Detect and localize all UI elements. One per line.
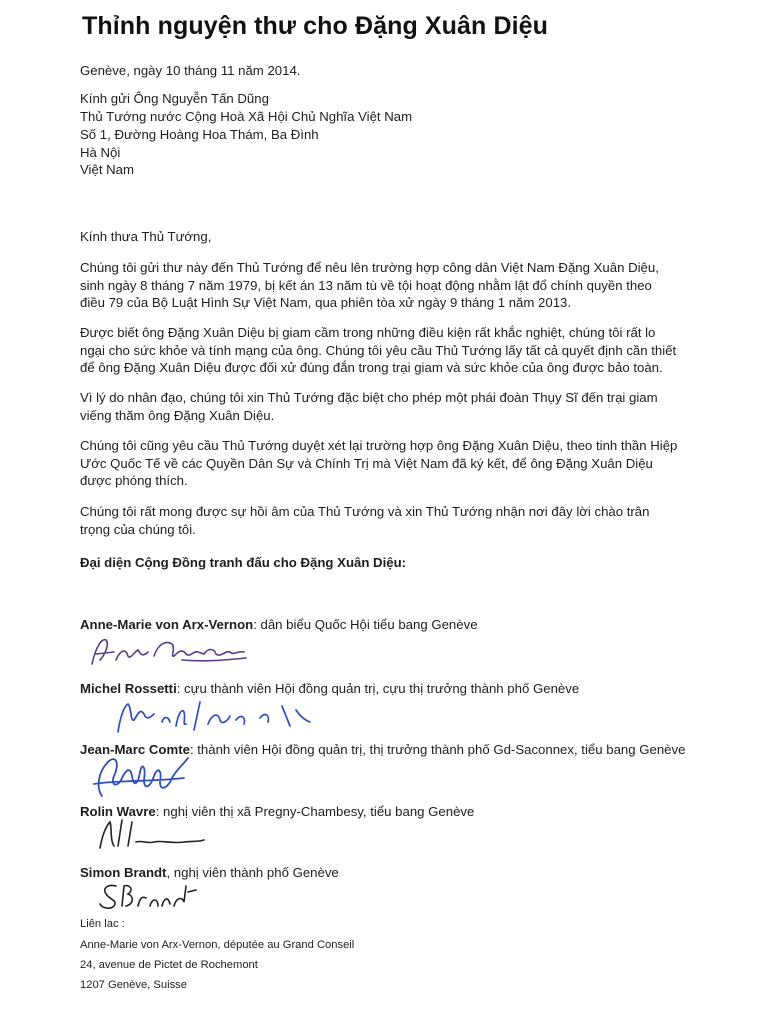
signature-wavre: [92, 812, 212, 856]
signer-name: Michel Rossetti: [80, 681, 177, 696]
paragraph-line: viếng thăm ông Đặng Xuân Diệu.: [80, 407, 275, 423]
signer-name: Anne-Marie von Arx-Vernon: [80, 617, 254, 632]
body-paragraph: [80, 324, 720, 377]
contact-line: 24, avenue de Pictet de Rochemont: [80, 959, 258, 971]
paragraph-line: Chúng tôi gửi thư này đến Thủ Tướng để nêu lên trường hợp công dân Việt Nam Đặng Xuân Diệu,: [80, 260, 659, 275]
body-paragraph: [80, 389, 720, 424]
letter-title: Thỉnh nguyện thư cho Đặng Xuân Diệu: [82, 12, 549, 40]
recipient-line: Việt Nam: [80, 162, 134, 177]
paragraph-line: điều 79 của Bộ Luật Hình Sự Việt Nam, qua phiên tòa xử ngày 9 tháng 1 năm 2013.: [80, 295, 572, 311]
representatives-heading: Đại diện Cộng Đồng tranh đấu cho Đặng Xuân Diệu:: [80, 555, 407, 570]
paragraph-line: trọng của chúng tôi.: [80, 521, 196, 537]
contact-line: 1207 Genève, Suisse: [80, 979, 187, 991]
paragraph-line: ngại cho sức khỏe và tính mạng của ông. Chúng tôi yêu cầu Thủ Tướng lấy tất cả quyết định cần thiết: [80, 342, 677, 358]
signature-von-arx-vernon: [86, 630, 266, 672]
signer-name: Simon Brandt: [80, 865, 167, 880]
signer-name: Jean-Marc Comte: [80, 742, 190, 757]
signer-role: : dân biểu Quốc Hội tiểu bang Genève: [253, 617, 478, 632]
paragraph-line: Vì lý do nhân đạo, chúng tôi xin Thủ Tướng đặc biệt cho phép một phái đoàn Thụy Sĩ đến trại giam: [80, 390, 658, 405]
paragraph-line: Được biết ông Đặng Xuân Diệu bị giam cầm trong những điều kiện rất khắc nghiệt, chúng tôi rất lo: [80, 325, 656, 340]
body-paragraph: [80, 259, 720, 312]
recipient-line: Kính gửi Ông Nguyễn Tấn Dũng: [80, 91, 269, 106]
signer-role: , nghị viên thành phố Genève: [166, 865, 339, 880]
paragraph-line: để ông Đặng Xuân Diệu được đối xử đúng đắn trong trại giam và sức khỏe của ông được bảo toàn.: [80, 360, 663, 376]
body-paragraph: [80, 503, 720, 538]
signature-comte: [88, 748, 218, 806]
paragraph-line: Ước Quốc Tế về các Quyền Dân Sự và Chính Trị mà Việt Nam đã ký kết, để ông Đặng Xuân Diệu: [80, 455, 653, 471]
recipient-line: Thủ Tướng nước Cộng Hoà Xã Hội Chủ Nghĩa Việt Nam: [80, 109, 413, 124]
date-line: Genève, ngày 10 tháng 11 năm 2014.: [80, 63, 301, 78]
salutation: Kính thưa Thủ Tướng,: [80, 229, 212, 244]
signature-rossetti: [110, 696, 340, 740]
body-paragraph: [80, 437, 720, 490]
paragraph-line: sinh ngày 8 tháng 7 năm 1979, bị kết án 13 năm tù về tội hoạt động nhằm lật đổ chính quyền theo: [80, 277, 652, 293]
signer-name: Rolin Wavre: [80, 804, 156, 819]
recipient-line: Hà Nội: [80, 145, 121, 160]
recipient-line: Số 1, Đường Hoàng Hoa Thám, Ba Đình: [80, 127, 319, 142]
signature-brandt: [96, 878, 206, 914]
paragraph-line: Chúng tôi rất mong được sự hồi âm của Thủ Tướng và xin Thủ Tướng nhận nơi đây lời chào trân: [80, 504, 650, 519]
contact-label: Liên lac :: [80, 918, 125, 930]
paragraph-line: được phóng thích.: [80, 473, 188, 489]
signer-role: : cựu thành viên Hội đồng quản trị, cựu thị trưởng thành phố Genève: [176, 681, 580, 696]
contact-line: Anne-Marie von Arx-Vernon, députée au Grand Conseil: [80, 939, 355, 951]
signer-role: : thành viên Hội đồng quản trị, thị trưởng thành phố Gd-Saconnex, tiểu bang Genève: [189, 742, 686, 757]
signer-entry: [80, 680, 579, 697]
paragraph-line: Chúng tôi cũng yêu cầu Thủ Tướng duyệt xét lại trường hợp ông Đặng Xuân Diệu, theo tinh thần Hiệp: [80, 438, 678, 453]
signer-role: : nghị viên thị xã Pregny-Chambesy, tiểu bang Genève: [155, 804, 475, 819]
